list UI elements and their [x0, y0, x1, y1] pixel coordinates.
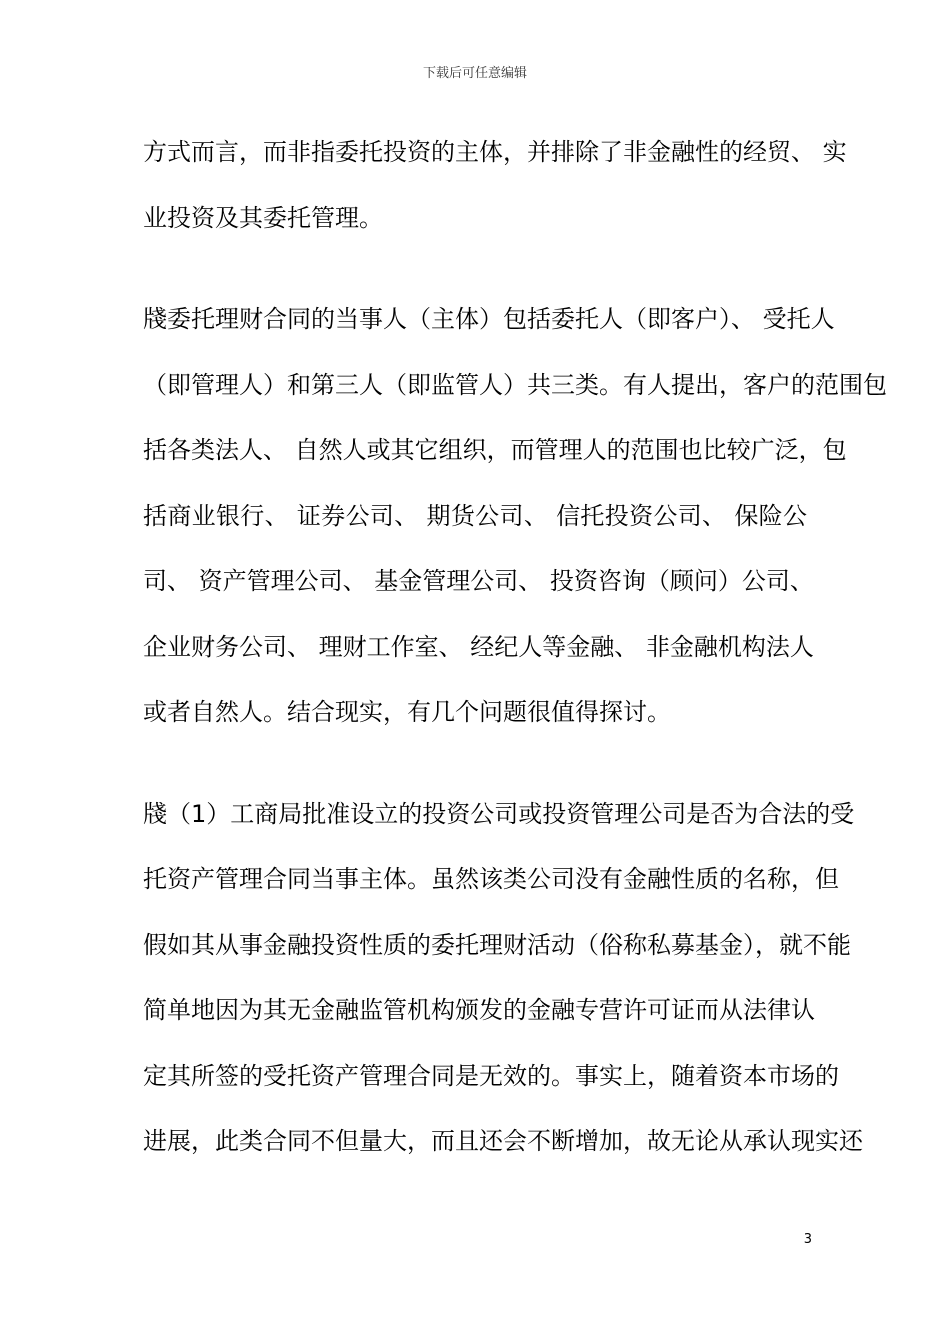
text-line: 业投资及其委托管理。	[143, 203, 383, 232]
paragraph-gap	[143, 251, 807, 287]
text-line: 简单地因为其无金融监管机构颁发的金融专营许可证而从法律认	[143, 996, 815, 1024]
text-line: 司、 资产管理公司、 基金管理公司、 投资咨询（顾问）公司、	[143, 567, 814, 595]
text-line: 牋（1）工商局批准设立的投资公司或投资管理公司是否为合法的受	[143, 799, 855, 828]
document-body	[143, 120, 887, 1175]
text-line: 括各类法人、 自然人或其它组织，而管理人的范围也比较广泛，包	[143, 436, 847, 464]
text-line: 牋委托理财合同的当事人（主体）包括委托人（即客户）、 受托人	[143, 305, 835, 333]
paragraph-gap	[143, 746, 807, 782]
text-line: 托资产管理合同当事主体。虽然该类公司没有金融性质的名称，但	[143, 865, 839, 893]
text-line: （即管理人）和第三人（即监管人）共三类。有人提出，客户的范围包	[143, 370, 887, 399]
text-line: 方式而言，而非指委托投资的主体，并排除了非金融性的经贸、 实	[143, 138, 847, 166]
page-header: 下载后可任意编辑	[422, 66, 527, 81]
text-line: 假如其从事金融投资性质的委托理财活动（俗称私募基金），就不能	[143, 930, 851, 959]
text-line: 进展，此类合同不但量大，而且还会不断增加，故无论从承认现实还	[143, 1127, 863, 1155]
page-number: 3	[803, 1232, 812, 1247]
text-line: 或者自然人。结合现实，有几个问题很值得探讨。	[143, 698, 671, 726]
text-line: 定其所签的受托资产管理合同是无效的。事实上，随着资本市场的	[143, 1061, 839, 1090]
text-line: 企业财务公司、 理财工作室、 经纪人等金融、 非金融机构法人	[143, 632, 814, 661]
text-line: 括商业银行、 证券公司、 期货公司、 信托投资公司、 保险公	[143, 501, 807, 530]
